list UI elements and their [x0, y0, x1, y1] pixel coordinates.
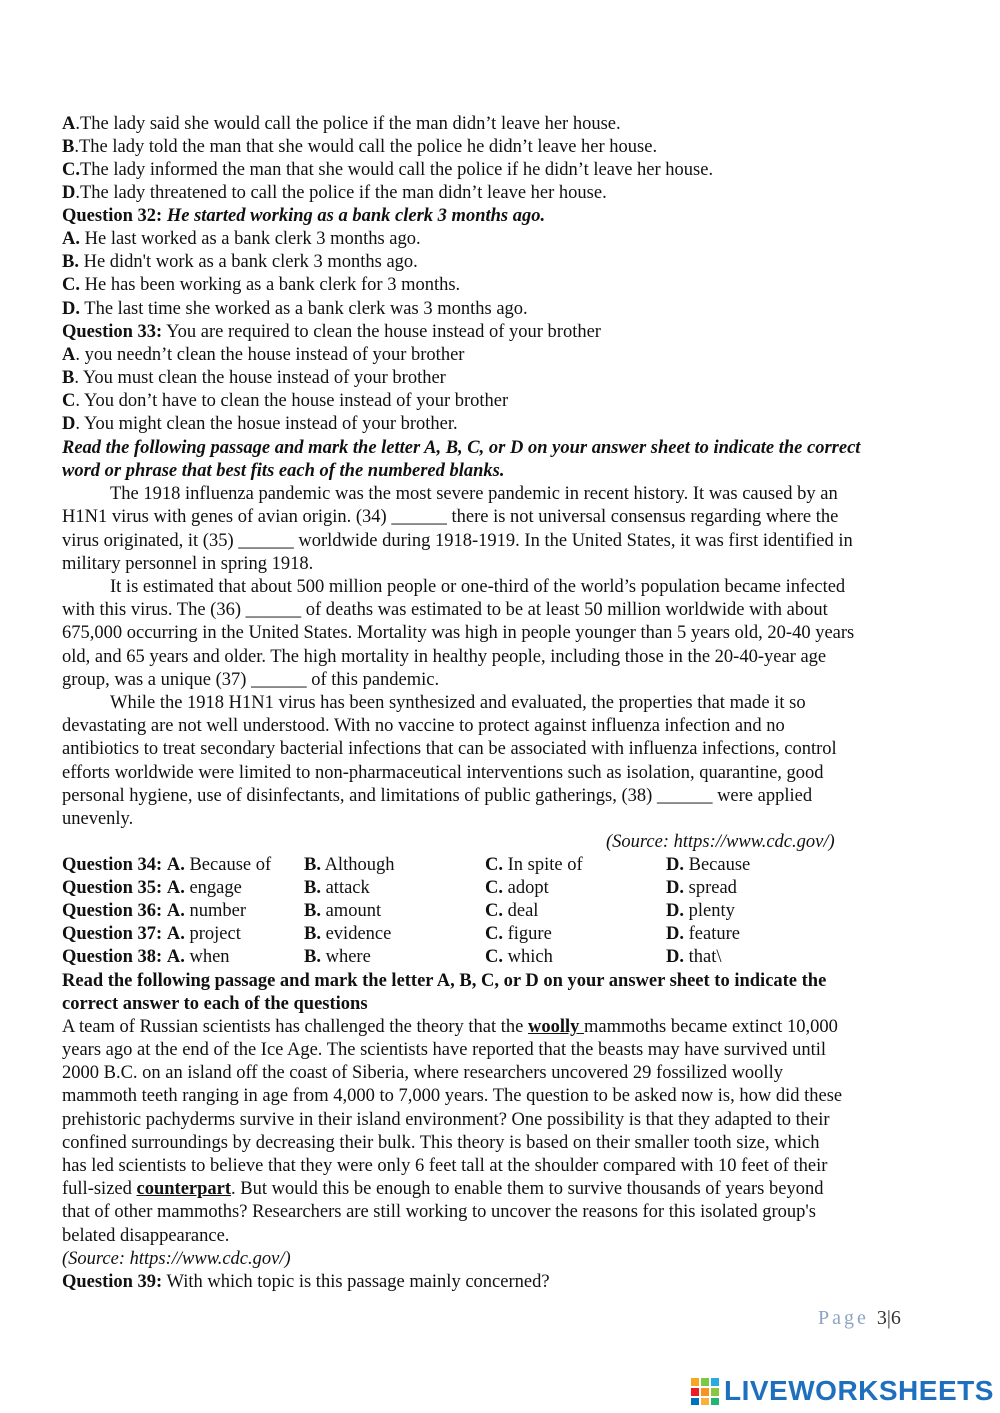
option-text: figure	[503, 924, 552, 944]
passage2-line: that of other mammoths? Researchers are still working to uncover the reasons for this isolated group's	[62, 1202, 816, 1222]
option-letter: C.	[485, 878, 503, 898]
instruction-reading-line-1: Read the following passage and mark the letter A, B, C, or D on your answer sheet to indicate the	[62, 971, 827, 991]
question-text: You are required to clean the house instead of your brother	[162, 322, 601, 342]
passage1-line: devastating are not well understood. With no vaccine to protect against influenza infection and no	[62, 716, 785, 736]
option-letter: A.	[166, 947, 185, 967]
question-38-row	[62, 946, 942, 969]
option-c[interactable]	[485, 923, 552, 946]
question-label: Question 34:	[62, 855, 163, 875]
option-letter: A.	[62, 229, 80, 249]
option-text: Although	[320, 855, 395, 875]
q32-option-b	[62, 251, 418, 274]
option-letter: D	[62, 414, 76, 434]
question-label: Question 37:	[62, 924, 163, 944]
passage1-line: personal hygiene, use of disinfectants, and limitations of public gatherings, (38) ______ were applied	[62, 786, 813, 806]
option-text: evidence	[320, 924, 392, 944]
question-text: With which topic is this passage mainly concerned?	[162, 1272, 550, 1292]
option-letter: A.	[166, 878, 185, 898]
option-text: when	[184, 947, 230, 967]
option-letter: C.	[485, 901, 503, 921]
question-36-row	[62, 900, 942, 923]
passage1-line: It is estimated that about 500 million people or one-third of the world’s population became infected	[110, 577, 846, 597]
q33-option-a	[62, 344, 464, 367]
option-letter: D.	[666, 924, 684, 944]
option-text: . you needn’t clean the house instead of your brother	[75, 345, 465, 365]
page-separator: |	[886, 1307, 891, 1329]
option-c[interactable]	[485, 946, 553, 969]
option-letter: D.	[666, 947, 684, 967]
passage1-line: 675,000 occurring in the United States. Mortality was high in people younger than 5 years old, 20-40 years	[62, 623, 855, 643]
question-label: Question 35:	[62, 878, 163, 898]
passage2-line	[62, 1016, 838, 1039]
option-letter: D.	[62, 299, 80, 319]
option-letter: D.	[666, 901, 684, 921]
passage2-line: has led scientists to believe that they were only 6 feet tall at the shoulder compared with 10 feet of their	[62, 1156, 828, 1176]
source-citation: (Source: https://www.cdc.gov/)	[62, 1249, 291, 1269]
q33-option-b	[62, 367, 446, 390]
q33-prompt	[62, 321, 601, 344]
question-37-row	[62, 923, 942, 946]
option-letter: B	[62, 137, 75, 157]
option-text: which	[503, 947, 553, 967]
option-text: adopt	[503, 878, 549, 898]
option-letter: C.	[485, 947, 503, 967]
option-letter: B.	[62, 252, 79, 272]
passage2-line: years ago at the end of the Ice Age. The scientists have reported that the beasts may have survived until	[62, 1040, 827, 1060]
passage2-line: 2000 B.C. on an island off the coast of Siberia, where researchers uncovered 29 fossilized woolly	[62, 1063, 783, 1083]
liveworksheets-logo[interactable]	[690, 1374, 994, 1408]
option-d[interactable]	[666, 923, 740, 946]
option-text: feature	[684, 924, 740, 944]
option-text: .The lady threatened to call the police if the man didn’t leave her house.	[75, 183, 607, 203]
logo-text: LIVEWORKSHEETS	[724, 1375, 994, 1406]
option-letter: A.	[166, 901, 185, 921]
option-letter: A	[62, 345, 76, 365]
question-label: Question 36:	[62, 901, 163, 921]
passage2-line: mammoth teeth ranging in age from 4,000 to 7,000 years. The question to be asked now is, how did these	[62, 1086, 843, 1106]
option-d[interactable]	[666, 854, 750, 877]
passage-text: A team of Russian scientists has challenged the theory that the	[62, 1017, 528, 1037]
underlined-word-woolly: woolly	[528, 1017, 585, 1037]
option-b[interactable]	[304, 854, 394, 877]
option-text: number	[184, 901, 246, 921]
page-number	[818, 1307, 901, 1330]
passage2-line	[62, 1178, 823, 1201]
option-text: In spite of	[503, 855, 583, 875]
q32-prompt	[62, 205, 545, 228]
q31-option-a	[62, 113, 621, 136]
passage1-line: military personnel in spring 1918.	[62, 554, 314, 574]
option-text: . You might clean the hosue instead of your brother.	[75, 414, 458, 434]
option-letter: D	[62, 183, 76, 203]
option-letter: B.	[304, 901, 321, 921]
option-a[interactable]	[62, 946, 230, 969]
q31-option-d	[62, 182, 607, 205]
option-c[interactable]	[485, 900, 538, 923]
question-label: Question 33:	[62, 322, 163, 342]
question-label: Question 39:	[62, 1272, 163, 1292]
option-text: engage	[184, 878, 242, 898]
option-text: .The lady told the man that she would call the police he didn’t leave her house.	[74, 137, 658, 157]
option-letter: B.	[304, 855, 321, 875]
option-a[interactable]	[62, 900, 246, 923]
option-text: .The lady said she would call the police if the man didn’t leave her house.	[75, 114, 621, 134]
option-c[interactable]	[485, 854, 583, 877]
passage-text: . But would this be enough to enable them to survive thousands of years beyond	[231, 1179, 824, 1199]
option-text: He has been working as a bank clerk for 3 months.	[80, 275, 461, 295]
passage1-line: old, and 65 years and older. The high mortality in healthy people, including those in the 20-40-year age	[62, 647, 827, 667]
option-b[interactable]	[304, 923, 391, 946]
option-letter: B	[62, 368, 75, 388]
q39-prompt	[62, 1271, 550, 1294]
liveworksheets-icon	[690, 1376, 720, 1406]
option-text: project	[184, 924, 241, 944]
option-letter: D.	[666, 855, 684, 875]
passage1-line: antibiotics to treat secondary bacterial infections that can be associated with influenza infections, control	[62, 739, 837, 759]
option-text: Because	[684, 855, 751, 875]
option-a[interactable]	[62, 877, 242, 900]
passage1-line: H1N1 virus with genes of avian origin. (34) ______ there is not universal consensus regarding where the	[62, 507, 839, 527]
option-letter: B.	[304, 947, 321, 967]
q31-option-b	[62, 136, 657, 159]
option-text: Because of	[184, 855, 272, 875]
passage-text: mammoths became extinct 10,000	[584, 1017, 838, 1037]
option-b[interactable]	[304, 900, 381, 923]
option-letter: C.	[62, 160, 80, 180]
passage1-line: efforts worldwide were limited to non-pharmaceutical interventions such as isolation, quarantine, good	[62, 763, 824, 783]
instruction-reading-line-2: correct answer to each of the questions	[62, 994, 368, 1014]
page-current: 3	[876, 1307, 887, 1329]
passage-text: full-sized	[62, 1179, 137, 1199]
option-b[interactable]	[304, 877, 370, 900]
option-letter: C.	[62, 275, 80, 295]
option-text: that\	[684, 947, 722, 967]
passage2-line: prehistoric pachyderms survive in their island environment? One possibility is that they adapted to their	[62, 1110, 830, 1130]
option-text: . You must clean the house instead of your brother	[74, 368, 446, 388]
option-text: where	[320, 947, 371, 967]
q32-option-d	[62, 298, 528, 321]
option-text: deal	[503, 901, 539, 921]
q33-option-c	[62, 390, 508, 413]
option-text: The last time she worked as a bank clerk was 3 months ago.	[80, 299, 528, 319]
q31-option-c	[62, 159, 713, 182]
question-label: Question 38:	[62, 947, 163, 967]
option-b[interactable]	[304, 946, 371, 969]
option-text: spread	[684, 878, 737, 898]
passage1-line: group, was a unique (37) ______ of this pandemic.	[62, 670, 440, 690]
option-d[interactable]	[666, 877, 737, 900]
option-a[interactable]	[62, 854, 271, 877]
option-letter: B.	[304, 878, 321, 898]
passage1-line: with this virus. The (36) ______ of deaths was estimated to be at least 50 million worldwide with about	[62, 600, 828, 620]
option-text: He didn't work as a bank clerk 3 months ago.	[78, 252, 418, 272]
passage1-line: The 1918 influenza pandemic was the most severe pandemic in recent history. It was caused by an	[110, 484, 838, 504]
option-text: He last worked as a bank clerk 3 months ago.	[80, 229, 421, 249]
option-text: The lady informed the man that she would call the police if he didn’t leave her house.	[80, 160, 714, 180]
question-text: He started working as a bank clerk 3 months ago.	[162, 206, 546, 226]
option-letter: A.	[166, 924, 185, 944]
option-letter: A	[62, 114, 76, 134]
q33-option-d	[62, 413, 458, 436]
question-35-row	[62, 877, 942, 900]
option-letter: B.	[304, 924, 321, 944]
q32-option-c	[62, 274, 460, 297]
option-letter: C.	[485, 855, 503, 875]
underlined-word-counterpart: counterpart	[136, 1179, 232, 1199]
passage1-line: unevenly.	[62, 809, 134, 829]
option-text: attack	[320, 878, 370, 898]
option-letter: D.	[666, 878, 684, 898]
instruction-cloze-line-2: word or phrase that best fits each of the numbered blanks.	[62, 461, 505, 481]
option-letter: C	[62, 391, 76, 411]
q32-option-a	[62, 228, 421, 251]
option-d[interactable]	[666, 946, 722, 969]
passage2-line: confined surroundings by decreasing their bulk. This theory is based on their smaller tooth size, which	[62, 1133, 820, 1153]
passage2-line: belated disappearance.	[62, 1226, 230, 1246]
option-text: . You don’t have to clean the house instead of your brother	[75, 391, 509, 411]
option-letter: C.	[485, 924, 503, 944]
passage1-line: While the 1918 H1N1 virus has been synthesized and evaluated, the properties that made it so	[110, 693, 806, 713]
page-total: 6	[890, 1307, 901, 1329]
page-label: Page	[818, 1307, 869, 1329]
option-text: amount	[320, 901, 382, 921]
option-d[interactable]	[666, 900, 735, 923]
option-text: plenty	[684, 901, 735, 921]
question-34-row	[62, 854, 942, 877]
option-c[interactable]	[485, 877, 549, 900]
source-citation: (Source: https://www.cdc.gov/)	[606, 832, 835, 852]
question-label: Question 32:	[62, 206, 163, 226]
option-a[interactable]	[62, 923, 241, 946]
passage1-line: virus originated, it (35) ______ worldwide during 1918-1919. In the United States, it was first identified in	[62, 531, 853, 551]
option-letter: A.	[166, 855, 185, 875]
instruction-cloze-line-1: Read the following passage and mark the letter A, B, C, or D on your answer sheet to indicate the correct	[62, 438, 861, 458]
